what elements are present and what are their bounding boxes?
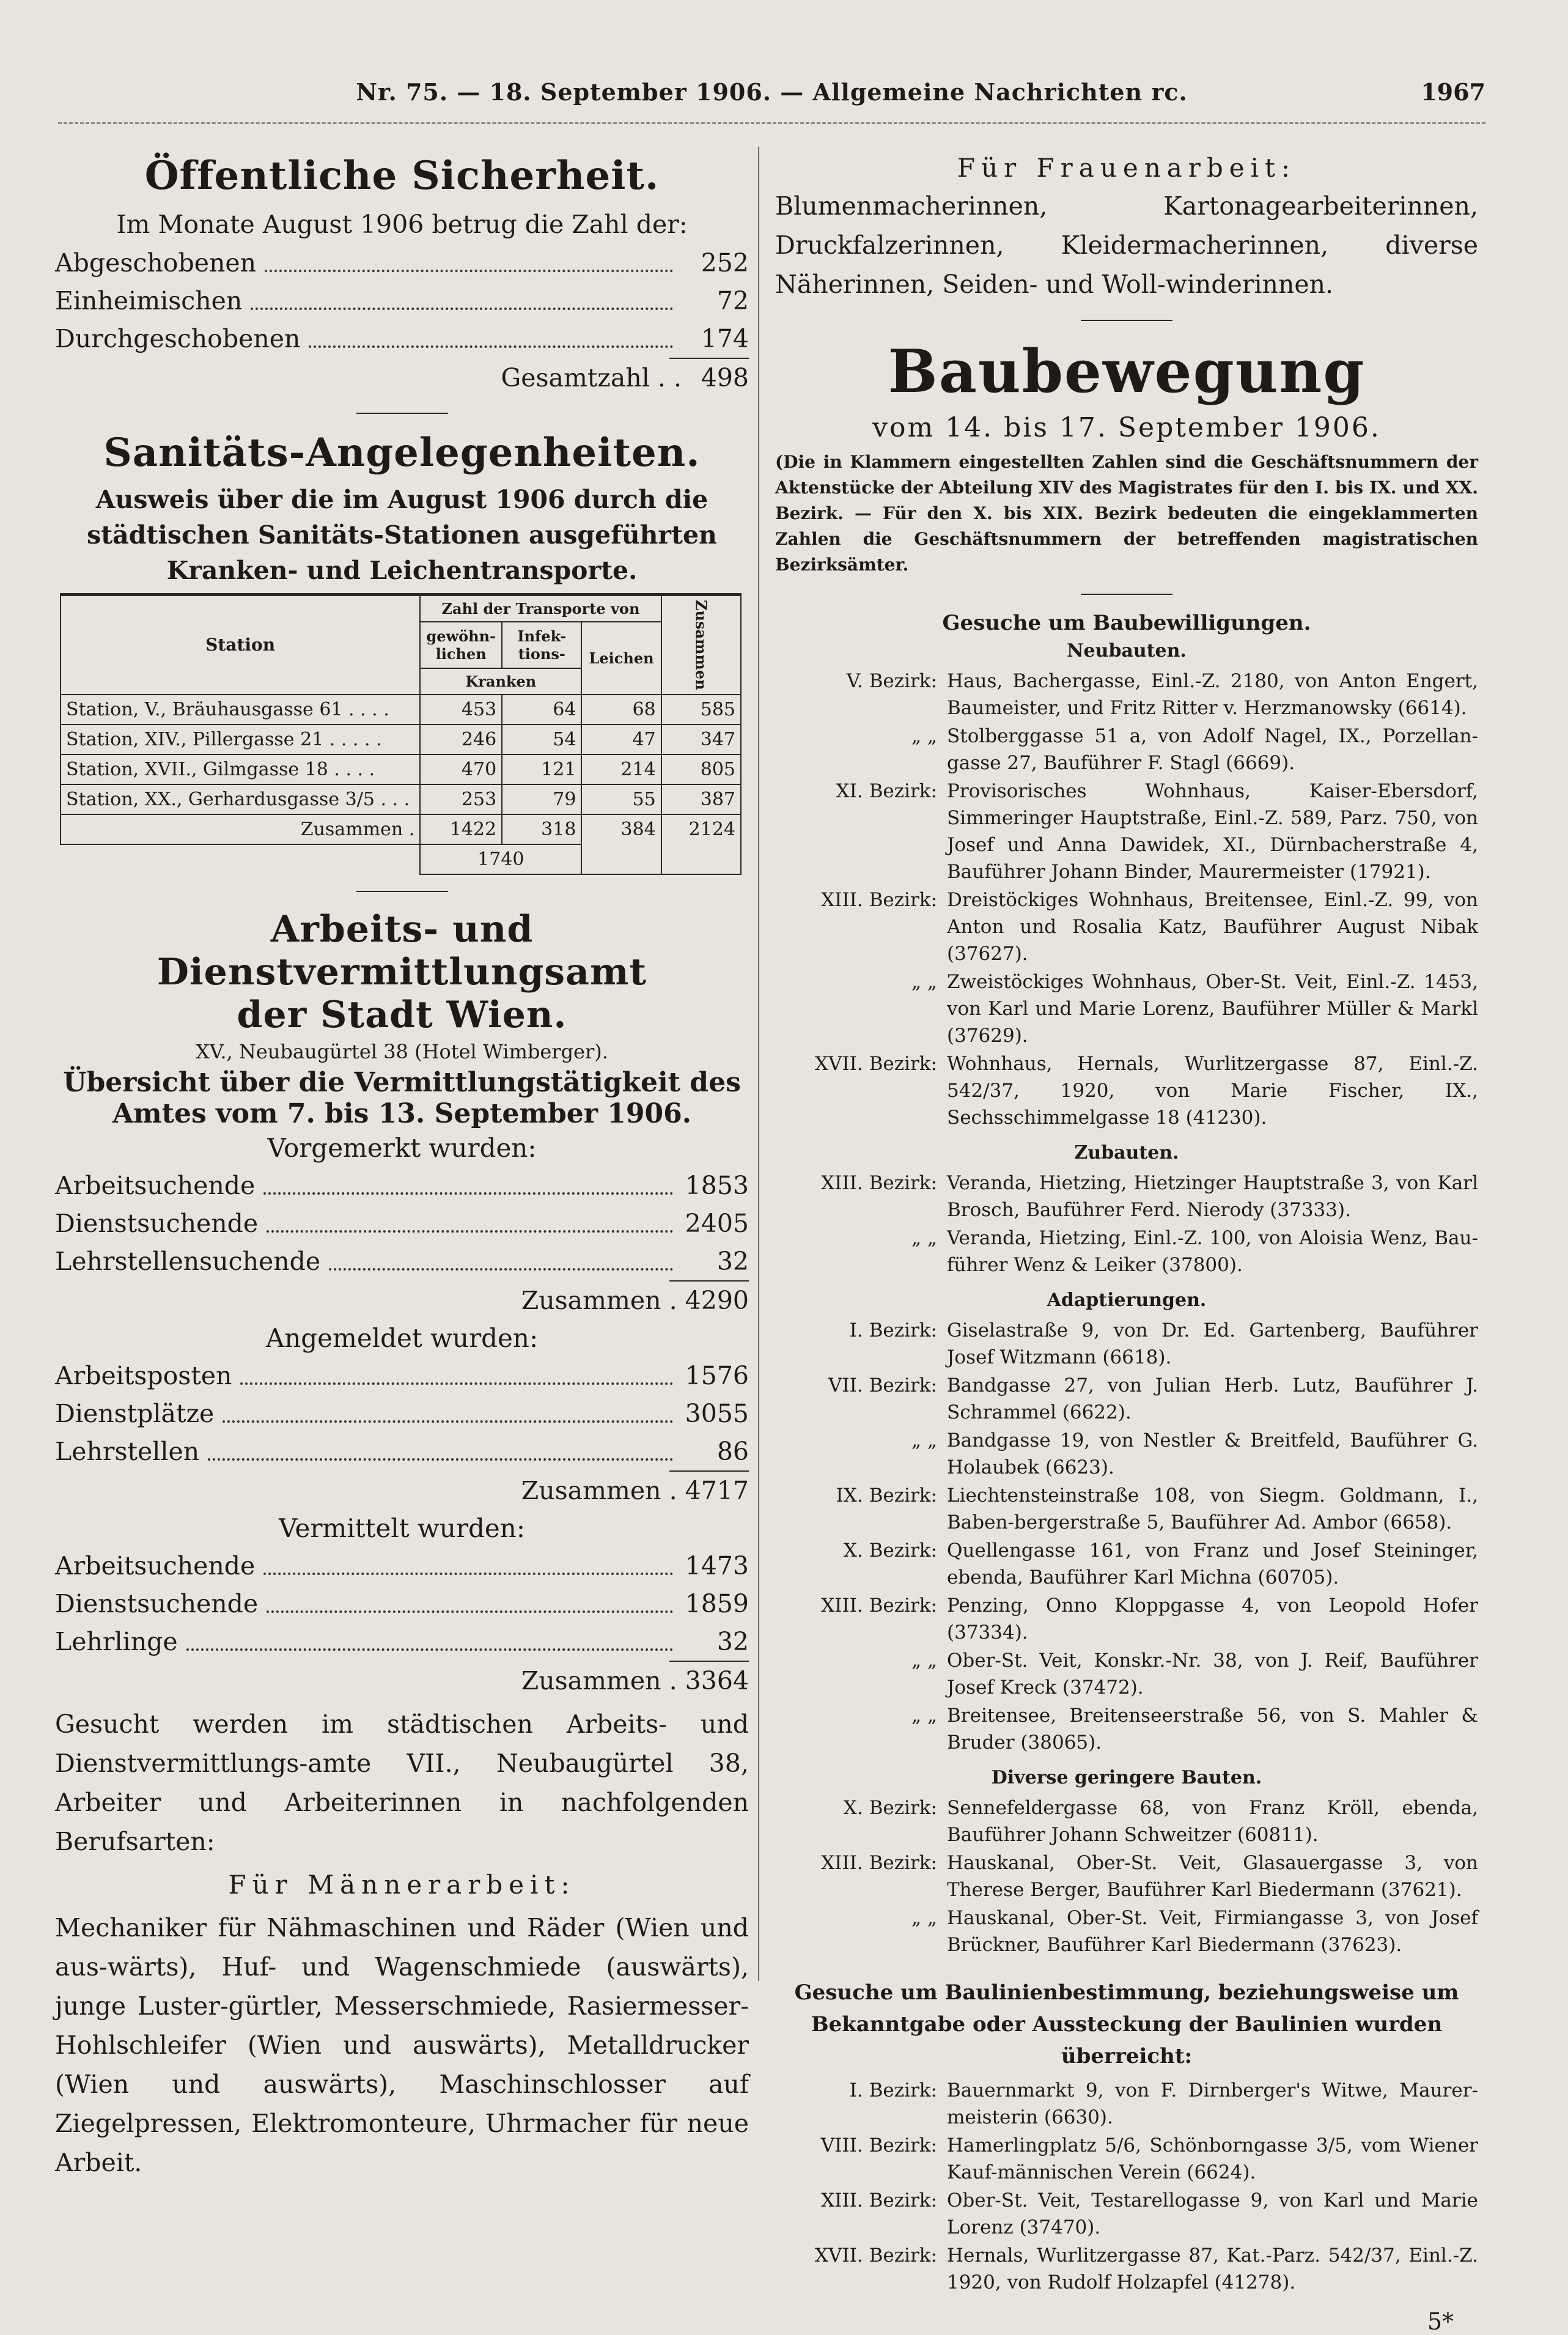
table-kranken-row: 1740 [61,844,741,874]
sanitaet-intro: Ausweis über die im August 1906 durch die städtischen Sanitäts-Stationen ausgeführten Kranken- und Leichentransporte. [87,485,717,585]
g3-list [55,1547,749,1661]
g1-title: Vorgemerkt wurden: [267,1132,537,1163]
table-row: Station, XX., Gerhardusgasse 3/5 . . . 253 79 55 387 [61,784,741,814]
table-row: Station, XIV., Pillergasse 21 . . . . . 246 54 47 347 [61,725,741,754]
section-divider [1081,320,1172,321]
list-item: Arbeitsuchende 1853 [55,1167,749,1204]
list-item: Dienstplätze 3055 [55,1395,749,1433]
maenner-text: Mechaniker für Nähmaschinen und Räder (Wien und aus-wärts), Huf- und Wagenschmiede (auswärts), junge Luster-gürtler, Messerschmiede, Rasiermesser-Hohlschleifer (Wien und auswärts), Metalldrucker (Wien und auswärts), Maschinschlosser auf Ziegelpressen, Elektromonteure, Uhrmacher für neue Arbeit. [55,1913,749,2177]
list-item: XVII. Bezirk: Hernals, Wurlitzergasse 87, Kat.-Parz. 542/37, Einl.-Z. 1920, von Rudolf Holzapfel (41278). [814,2245,1478,2293]
sanitaet-title: Sanitäts-Angelegenheiten. [103,430,701,476]
left-column [55,135,749,2182]
list-item: XIII. Bezirk: Ober-St. Veit, Testarellogasse 9, von Karl und Marie Lorenz (37470). [821,2189,1478,2238]
th-leichen: Leichen [581,622,661,695]
section-divider [1081,594,1172,595]
neubauten-title: Neubauten. [1067,640,1187,662]
section-divider [356,413,448,414]
arbeitsamt-title2: der Stadt Wien. [237,993,567,1036]
list-item: „ „ Ober-St. Veit, Konskr.-Nr. 38, von J. Reif, Bauführer Josef Kreck (37472). [911,1650,1478,1699]
arbeitsamt-title1: Arbeits- und Dienstvermittlungsamt [156,907,647,994]
list-item: XIII. Bezirk: Penzing, Onno Kloppgasse 4, von Leopold Hofer (37334). [821,1595,1478,1643]
g2-list [55,1357,749,1470]
list-item: „ „ Stolberggasse 51 a, von Adolf Nagel, IX., Porzellan-gasse 27, Bauführer F. Stagl (6669). [911,725,1478,774]
header-divider [58,122,1485,124]
table-row: Station, V., Bräuhausgasse 61 . . . . 453 64 68 585 [61,695,741,725]
list-item: Dienstsuchende 2405 [55,1204,749,1242]
frauen-title: Für Frauenarbeit: [957,153,1297,183]
adapt-list [775,1317,1478,1756]
neubauten-list [775,668,1478,1131]
baulinien-list [775,2077,1478,2296]
signature-mark: 5* [1427,2308,1454,2335]
list-item: VIII. Bezirk: Hamerlingplatz 5/6, Schönborngasse 3/5, vom Wiener Kauf-männischen Verein (6624). [820,2134,1478,2183]
list-item: XIII. Bezirk: Hauskanal, Ober-St. Veit, Glasauergasse 3, von Therese Berger, Bauführer Karl Biedermann (37621). [821,1852,1478,1901]
list-item: IX. Bezirk: Liechtensteinstraße 108, von Siegm. Goldmann, I., Baben-bergerstraße 5, Bauführer Ad. Ambor (6658). [836,1485,1478,1533]
baulinien-title: Gesuche um Baulinienbestimmung, beziehungsweise um Bekanntgabe oder Aussteckung der Baulinien wurden überreicht: [794,1980,1459,2068]
list-item: VII. Bezirk: Bandgasse 27, von Julian Herb. Lutz, Bauführer J. Schrammel (6622). [828,1374,1478,1423]
column-divider [758,147,759,1981]
g1-total: Zusammen . 4290 [521,1285,749,1315]
g3-title: Vermittelt wurden: [279,1513,525,1543]
list-item: I. Bezirk: Giselastraße 9, von Dr. Ed. Gartenberg, Bauführer Josef Witzmann (6618). [849,1319,1478,1368]
sicherheit-intro: Im Monate August 1906 betrug die Zahl der: [116,210,688,239]
arbeitsamt-subtitle: Übersicht über die Vermittlungstätigkeit des Amtes vom 7. bis 13. September 1906. [63,1066,741,1129]
list-item: „ „ Bandgasse 19, von Nestler & Breitfeld, Bauführer G. Holaubek (6623). [911,1429,1478,1478]
section-divider [356,891,448,892]
running-header [58,78,1485,115]
sanitaet-table [60,593,742,875]
g1-list [55,1167,749,1280]
list-item: Durchgeschobenen 174 [55,320,749,358]
list-item: Arbeitsposten 1576 [55,1357,749,1395]
list-item: Arbeitsuchende 1473 [55,1547,749,1585]
list-item: Abgeschobenen 252 [55,244,749,282]
list-item: „ „ Hauskanal, Ober-St. Veit, Firmiangasse 3, von Josef Brückner, Bauführer Karl Biedermann (37623). [911,1907,1478,1956]
g2-total: Zusammen . 4717 [521,1475,749,1505]
list-item: Dienstsuchende 1859 [55,1585,749,1623]
table-row: Station, XVII., Gilmgasse 18 . . . . 470 121 214 805 [61,754,741,784]
header-line: Nr. 75. — 18. September 1906. — Allgemeine Nachrichten rc. [356,78,1188,106]
th-zahl: Zahl der Transporte von [420,595,661,622]
g2-title: Angemeldet wurden: [265,1322,539,1353]
list-item: XVII. Bezirk: Wohnhaus, Hernals, Wurlitzergasse 87, Einl.-Z. 542/37, 1920, von Marie Fischer, IX., Sechsschimmelgasse 18 (41230). [814,1053,1478,1129]
gesucht-text: Gesucht werden im städtischen Arbeits- und Dienstvermittlungs-amte VII., Neubaugürtel 38, Arbeiter und Arbeiterinnen in nachfolgenden Berufsarten: [55,1709,749,1856]
sicherheit-title: Öffentliche Sicherheit. [144,153,660,199]
bau-date: vom 14. bis 17. September 1906. [872,412,1381,443]
bau-title: Baubewegung [888,337,1366,406]
th-zusammen: Zusammen [661,595,741,695]
arbeitsamt-address: XV., Neubaugürtel 38 (Hotel Wimberger). [196,1039,608,1063]
list-item: X. Bezirk: Quellengasse 161, von Franz und Josef Steininger, ebenda, Bauführer Karl Michna (60705). [843,1540,1478,1588]
right-column [775,135,1478,2335]
list-item: Lehrstellen 86 [55,1433,749,1470]
list-item: Lehrstellensuchende 32 [55,1242,749,1280]
diverse-title: Diverse geringere Bauten. [991,1767,1262,1788]
list-item: „ „ Zweistöckiges Wohnhaus, Ober-St. Veit, Einl.-Z. 1453, von Karl und Marie Lorenz, Bauführer Müller & Markl (37629). [911,971,1478,1047]
zubauten-title: Zubauten. [1074,1142,1179,1164]
adapt-title: Adaptierungen. [1047,1289,1207,1311]
page-number: 1967 [1421,78,1485,106]
list-item: X. Bezirk: Sennefeldergasse 68, von Franz Kröll, ebenda, Bauführer Johann Schweitzer (60811). [843,1797,1478,1846]
gesuche-title: Gesuche um Baubewilligungen. [942,611,1311,635]
list-item: XIII. Bezirk: Veranda, Hietzing, Hietzinger Hauptstraße 3, von Karl Brosch, Bauführer Ferd. Nierody (37333). [821,1172,1478,1221]
list-item: Einheimischen 72 [55,282,749,320]
list-item: V. Bezirk: Haus, Bachergasse, Einl.-Z. 2180, von Anton Engert, Baumeister, und Fritz Ritter v. Herzmanowsky (6614). [846,670,1478,719]
diverse-list [775,1795,1478,1958]
frauen-text: Blumenmacherinnen, Kartonagearbeiterinnen, Druckfalzerinnen, Kleidermacherinnen, diverse Näherinnen, Seiden- und Woll-winderinnen. [775,191,1478,299]
th-infektion: Infek- tions- [502,622,581,668]
list-item: „ „ Veranda, Hietzing, Einl.-Z. 100, von Aloisia Wenz, Bau-führer Wenz & Leiker (37800). [911,1227,1478,1276]
th-station: Station [61,595,420,695]
list-item: I. Bezirk: Bauernmarkt 9, von F. Dirnberger's Witwe, Maurer-meisterin (6630). [849,2079,1478,2128]
th-gewoehnlich: gewöhn- lichen [420,622,502,668]
list-item: „ „ Breitensee, Breitenseerstraße 56, von S. Mahler & Bruder (38065). [911,1705,1478,1754]
zubauten-list [775,1170,1478,1278]
sicherheit-total: Gesamtzahl . . 498 [501,363,749,393]
list-item: XIII. Bezirk: Dreistöckiges Wohnhaus, Breitensee, Einl.-Z. 99, von Anton und Rosalia Katz, Bauführer August Nibak (37627). [821,889,1478,965]
bau-note: (Die in Klammern eingestellten Zahlen sind die Geschäftsnummern der Aktenstücke der Abteilung XIV des Magistrates für den I. bis IX. und XX. Bezirk. — Für den X. bis XIX. Bezirk bedeuten die eingeklammerten Zahlen die Geschäftsnummern der betreffenden magistratischen Bezirksämter. [775,452,1478,575]
th-kranken: Kranken [420,668,581,695]
g3-total: Zusammen . 3364 [521,1665,749,1695]
list-item: XI. Bezirk: Provisorisches Wohnhaus, Kaiser-Ebersdorf, Simmeringer Hauptstraße, Einl.-Z. 589, Parz. 750, von Josef und Anna Dawidek, XI., Dürnbacherstraße 4, Bauführer Johann Binder, Maurermeister (17921). [836,780,1478,883]
sicherheit-list [55,244,749,358]
table-sum-row: Zusammen . 1422 318 384 2124 [61,814,741,844]
list-item: Lehrlinge 32 [55,1623,749,1661]
maenner-title: Für Männerarbeit: [228,1869,576,1900]
